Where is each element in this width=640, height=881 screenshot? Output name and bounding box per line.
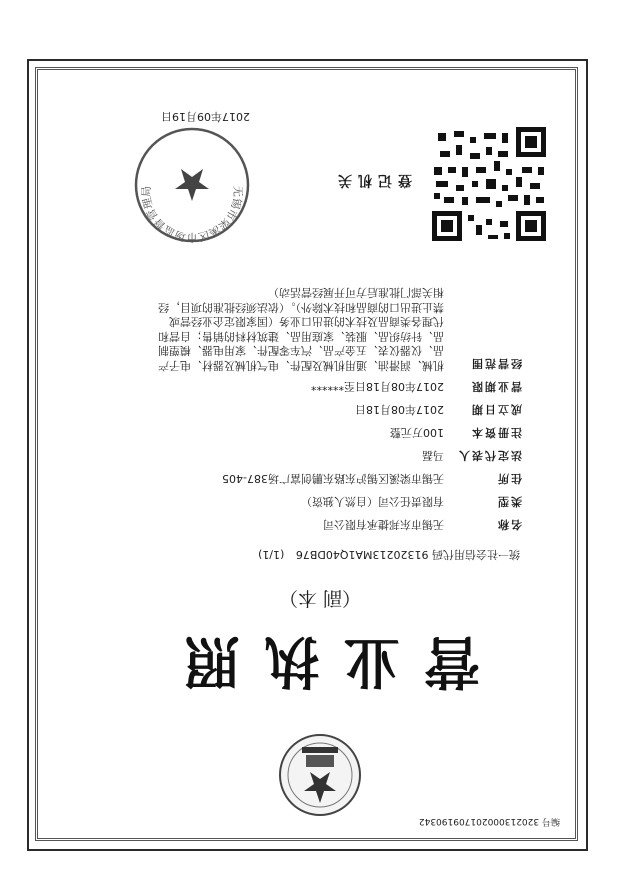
field-row: [82, 468, 522, 491]
credit-code: 统一社会信用代码 91320213MA1Q40DB76: [295, 548, 520, 561]
field-value: 无锡市梁溪区锡沪东路东鹏创富广场387-405: [222, 472, 444, 486]
field-label: 成立日期: [470, 403, 522, 417]
page-title: 营业执照: [160, 628, 480, 694]
scope-line: 品、针纺织品、服装、家庭用品、建筑材料的销售；自营和: [158, 330, 444, 343]
field-value: 马磊: [422, 449, 444, 463]
seal-text: 无锡市梁溪区市场监督管理局: [139, 185, 245, 244]
field-value: 2017年08月18日: [355, 403, 444, 417]
national-emblem-icon: [278, 727, 362, 823]
license-fields: [82, 285, 522, 537]
subtitle: （副 本）: [278, 587, 362, 609]
field-label: 名称: [496, 518, 522, 532]
registration-authority-label: 登记机关: [332, 172, 412, 188]
page-indicator: (1/1): [258, 548, 285, 561]
serial-number: 编号 320213000201709190342: [418, 816, 560, 826]
field-label: 住所: [496, 472, 522, 486]
field-row: [82, 445, 522, 468]
field-row: [82, 491, 522, 514]
field-value: 100万元整: [390, 426, 444, 440]
scope-line: 品、仪器仪表、五金产品、汽车零配件、家用电器、模塑制: [158, 344, 444, 358]
field-label: 类型: [496, 495, 522, 509]
credit-code-line: [258, 547, 520, 563]
field-row: [82, 376, 522, 399]
scope-line: 禁止进出口的商品和技术除外）。（依法须经批准的项目，经: [158, 301, 444, 314]
scope-line: 代理各类商品及技术的进出口业务（国家限定企业经营或: [169, 315, 444, 329]
field-value: 2017年08月18日至******: [311, 380, 444, 394]
field-value: 有限责任公司（自然人独资）: [301, 495, 444, 509]
official-seal-stamp-icon: [132, 125, 252, 245]
field-label: 法定代表人: [457, 449, 522, 463]
issue-date: 2017年09月19日: [161, 110, 250, 123]
scope-line: 相关部门批准后方可开展经营活动）: [268, 286, 444, 300]
field-row: [82, 399, 522, 422]
field-label: 营业期限: [470, 380, 522, 394]
business-scope-row: [82, 285, 522, 372]
field-label: 注册资本: [470, 426, 522, 440]
qr-code-icon: [430, 125, 548, 243]
field-row: [82, 514, 522, 537]
field-row: [82, 422, 522, 445]
scope-line: 机械、润滑油、通用机械及配件、电气机械及器材、电子产: [158, 359, 444, 372]
field-value: 无锡市东邦捷承有限公司: [323, 518, 444, 532]
field-label: 经营范围: [470, 357, 522, 370]
business-scope-text: [82, 285, 444, 372]
